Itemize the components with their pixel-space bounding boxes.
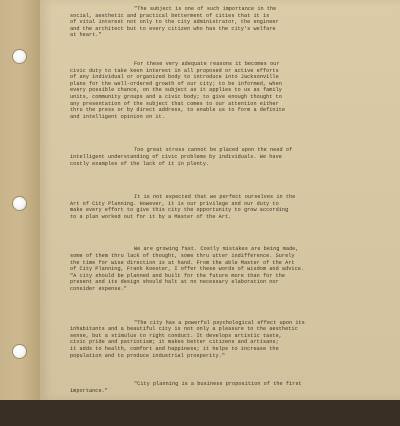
text-line: every possible chance, on the subject as it applies to us as family <box>70 87 282 94</box>
text-line: "A city should be planned and built for the future more than for the <box>70 272 286 279</box>
text-line: present and its design should halt at no necessary elaboration nor <box>70 279 279 286</box>
text-line: of vital interest not only to the city administrator, the engineer <box>70 19 279 26</box>
text-line: sense, but a stimulus to right conduct. It develops artistic taste, <box>70 332 282 339</box>
text-line: Too great stress cannot be placed upon the need of <box>134 147 293 154</box>
text-line: It is not expected that we perfect ourselves in the <box>134 194 296 201</box>
text-line: make every effort to give this city the opportunity to grow according <box>70 207 289 214</box>
text-line: costly examples of the lack of it in plenty. <box>70 160 210 167</box>
binder-edge <box>0 0 40 400</box>
text-line: "The city has a powerful psychological effect upon its <box>134 319 305 326</box>
text-line: thru the press or by direct address, to enable us to form a definite <box>70 107 286 114</box>
text-line: "City planning is a business proposition of the first <box>134 381 302 388</box>
paragraph <box>70 147 388 167</box>
text-line: civic duty to take keen interest in all proposed or active efforts <box>70 67 279 74</box>
text-line: of any individual or organized body to introduce into Jacksonville <box>70 74 279 81</box>
paragraph <box>70 419 388 426</box>
text-line: plans for the well-ordered growth of our city; to be informed, when <box>70 80 282 87</box>
text-line: social, aesthetic and practical betterment of cities that it is <box>70 12 270 19</box>
text-line: Can we then afford to delay in embarking this powerful <box>134 419 305 426</box>
punch-hole <box>13 345 26 358</box>
punch-hole <box>13 50 26 63</box>
paragraph <box>70 381 388 394</box>
text-line: the time for wise direction is at hand. From the able Master of the Art <box>70 259 295 266</box>
text-line: Art of City Planning. However, it is our privilege and our duty to <box>70 200 279 207</box>
text-line: any presentation of the subject that comes to our attention either <box>70 100 279 107</box>
text-line: and intelligent opinion on it. <box>70 113 165 120</box>
paragraph <box>70 6 388 39</box>
text-line: importance." <box>70 387 108 394</box>
text-line: For these very adequate reasons it becomes our <box>134 60 280 67</box>
text-line: of City Planning, Frank Koester, I offer these words of wisdom and advice. <box>70 266 305 273</box>
text-line: intelligent understanding of civic problems by individuals. We have <box>70 153 282 160</box>
text-line: some of them thru lack of thought, some thru utter indifference. Surely <box>70 253 295 260</box>
text-line: consider expense." <box>70 286 127 293</box>
typed-page <box>40 0 400 426</box>
text-line: inhabitants and a beautiful city is not only a pleasure to the aesthetic <box>70 326 298 333</box>
typed-text-body <box>70 6 388 426</box>
text-line: civic pride and patriotism; it makes better citizens and artisans; <box>70 339 279 346</box>
paragraph <box>70 320 388 360</box>
paragraph <box>70 246 388 292</box>
paragraph <box>70 194 388 220</box>
text-line: at heart." <box>70 32 102 39</box>
punch-hole <box>13 197 26 210</box>
text-line: We are growing fast. Costly mistakes are being made, <box>134 246 299 253</box>
text-line: it adds to health, comfort and happiness; it helps to increase the <box>70 346 279 352</box>
text-line: population and to produce industrial prosperity." <box>70 352 225 359</box>
text-line: and the architect but to every citizen who has the city's welfare <box>70 25 276 32</box>
text-line: "The subject is one of such importance in the <box>134 6 277 12</box>
text-line: to a plan worked out for it by a Master of the Art. <box>70 213 232 220</box>
paragraph <box>70 61 388 120</box>
text-line: units, community groups and a civic body; to give enough thought to <box>70 93 282 100</box>
